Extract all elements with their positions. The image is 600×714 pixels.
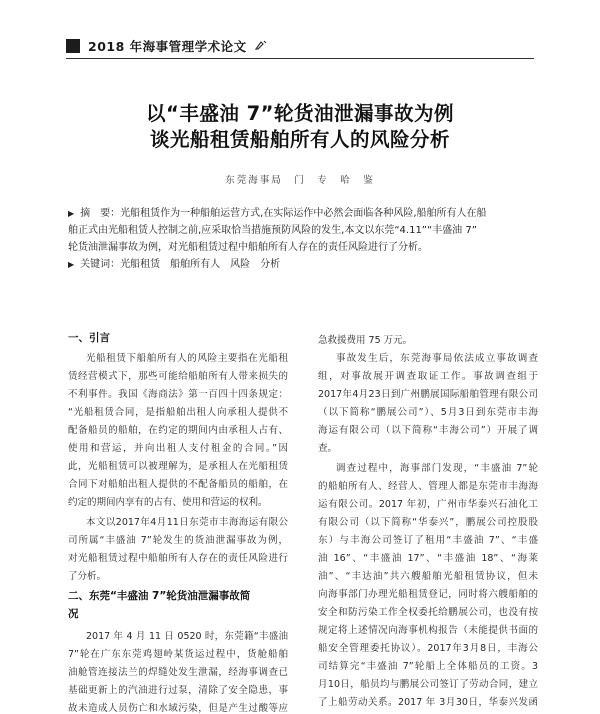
text-line: 此，光船租赁可以被理解为，是承租人在光船租赁 bbox=[68, 461, 288, 472]
text-line: 司所属“丰盛油 7”轮发生的货油泄漏事故为例， bbox=[68, 535, 288, 546]
text-line: 了上船劳动关系。2017 年 3月30日，华泰兴发函 bbox=[318, 697, 538, 708]
text-line: 本文以2017年4月11日东莞市丰海海运有限公 bbox=[86, 517, 288, 528]
text-line: 查。 bbox=[318, 443, 338, 454]
text-line: 合同下对船舶出租人提供的不配备船员的船舶，在 bbox=[68, 479, 288, 490]
text-line: 规定将上述情况向海事机构报告（未能提供书面的 bbox=[318, 625, 538, 636]
running-header bbox=[66, 36, 267, 56]
triangle-icon: ▶ bbox=[68, 260, 75, 269]
text-line: 约定的期间内享有的占有、使用和营运的权利。 bbox=[68, 497, 268, 508]
text-line: 有限公司（以下简称“华泰兴”，鹏展公司控股股 bbox=[318, 517, 538, 528]
header-block-icon bbox=[66, 39, 80, 53]
text-line: 调查过程中，海事部门发现，“丰盛油 7”轮 bbox=[336, 463, 538, 474]
text-line: 油 16”、“丰盛油 17”、“丰盛油 18”、“海莱 bbox=[318, 553, 538, 564]
text-line: 司结算完“丰盛油 7”轮船上全体船员的工资。3 bbox=[318, 661, 538, 672]
triangle-icon: ▶ bbox=[68, 209, 75, 218]
text-line: 事故发生后，东莞海事局依法成立事故调查 bbox=[336, 353, 538, 364]
keywords-line: ▶ 关键词：光船租赁 船舶所有人 风险 分析 bbox=[68, 259, 281, 270]
text-line: 油舱管连接法兰的焊缝处发生泄漏，经海事调查已 bbox=[68, 667, 288, 678]
text-line: 使用和营运，并向出租人支付租金的合同。”因 bbox=[68, 443, 288, 454]
text-line: 赁经营模式下，那些可能给船舶所有人带来损失的 bbox=[68, 371, 288, 382]
text-line: 船安全管理委托协议）。2017年3月8日，丰海公 bbox=[318, 643, 538, 654]
text-line: 组，对事故展开调查取证工作。事故调查组于 bbox=[318, 371, 538, 382]
text-line: 向海事部门办理光船租赁登记，同时将六艘船舶的 bbox=[318, 589, 538, 600]
text-line: 了分析。 bbox=[68, 571, 107, 582]
abstract-line: 轮货油泄漏事故为例，对光船租赁过程中船舶所有人存在的责任风险进行了分析。 bbox=[68, 242, 428, 253]
section-heading: 况 bbox=[68, 608, 79, 620]
text-line: 海运有限公司（以下简称“丰海公司”）开展了调 bbox=[318, 425, 538, 436]
text-line: 故未造成人员伤亡和水域污染，但是产生过酸等应 bbox=[68, 703, 288, 714]
authors: 东莞海事局 门 专 哈 鉴 bbox=[225, 175, 375, 186]
text-line: 油”、“丰达油”共六艘船舶光船租赁协议，但未 bbox=[318, 571, 538, 582]
edit-icon bbox=[255, 40, 267, 53]
text-line: “光船租赁合同，是指船舶出租人向承租人提供不 bbox=[68, 407, 288, 418]
abstract-line: ▶ 摘 要：光船租赁作为一种船舶运营方式,在实际运作中必然会面临各种风险,船舶所有人在船 bbox=[68, 208, 487, 219]
text-line: 安全和防污染工作全权委托给鹏展公司，也没有按 bbox=[318, 607, 538, 618]
text-line: 光船租赁下船舶所有人的风险主要指在光船租 bbox=[86, 353, 288, 364]
text-line: 月10日，船员均与鹏展公司签订了劳动合同，建立 bbox=[318, 679, 538, 690]
journal-name: 2018 年海事管理学术论文 bbox=[88, 39, 247, 54]
abstract-line: 舶正式由光船租赁人控制之前,应采取恰当措施预防风险的发生,本文以东莞“4.11”“丰盛油 7” bbox=[68, 225, 477, 236]
text-line: 配备船员的船舶，在约定的期间内由承租人占有、 bbox=[68, 425, 288, 436]
text-line: 2017年4月23日到广州鹏展国际船舶管理有限公司 bbox=[318, 389, 538, 400]
section-heading: 二、东莞“丰盛油 7”轮货油泄漏事故简 bbox=[68, 590, 251, 602]
text-line: 东）与丰海公司签订了租用“丰盛油 7”、“丰盛 bbox=[318, 535, 538, 546]
text-line: 不利事件。我国《海商法》第一百四十四条规定： bbox=[68, 389, 288, 400]
text-line: （以下简称“鹏展公司”）、5月3日到东莞市丰海 bbox=[318, 407, 538, 418]
title-line-2: 谈光船租赁船舶所有人的风险分析 bbox=[149, 128, 450, 151]
title-line-1: 以“丰盛油 7”轮货油泄漏事故为例 bbox=[146, 102, 454, 125]
text-line: 急救援费用 75 万元。 bbox=[318, 335, 413, 346]
text-line: 7”轮在广东东莞鸡翅岭某货运过程中，货舱船舶 bbox=[68, 649, 288, 660]
header-rule bbox=[66, 58, 534, 59]
text-line: 的船舶所有人、经营人、管理人都是东莞市丰海海 bbox=[318, 481, 538, 492]
text-line: 基础更新上的汽油进行过泵，清除了安全隐患，事 bbox=[68, 685, 288, 696]
text-line: 运有限公司。2017 年初，广州市华泰兴石油化工 bbox=[318, 499, 538, 510]
text-line: 对光船租赁过程中船舶所有人存在的责任风险进行 bbox=[68, 553, 288, 564]
section-heading: 一、引言 bbox=[68, 332, 110, 344]
text-line: 2017 年 4 月 11 日 0520 时，东莞籍“丰盛油 bbox=[86, 631, 288, 642]
